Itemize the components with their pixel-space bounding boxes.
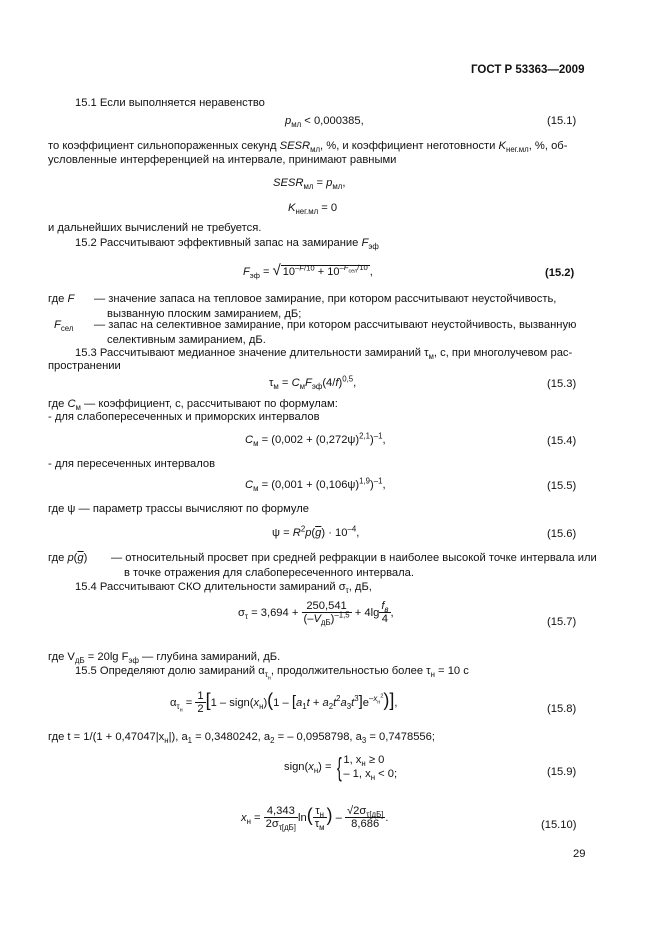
equation-15-3: $\tau_м = C_мF_{эф}(4/f)^{0,5}$, xyxy=(269,374,357,392)
equation-15-4-number: (15.4) xyxy=(547,435,577,447)
paragraph-line: пространении xyxy=(48,360,121,372)
equation-15-10: $x_н$ = $\frac{4,343}{2\sigma_{\tau[дБ]}}$ ln( $\frac{\tau_н}{\tau_м}$ ) – $\frac{√2\sigma_{\tau[дБ]}}{8,686}$ . xyxy=(241,804,389,833)
equation-15-9-number: (15.9) xyxy=(547,766,577,778)
equation-15-1: $p_{мл} < 0,000385$, xyxy=(285,115,364,130)
equation-15-5: $C_м = (0,001 + (0,106\psi)^{1,9})^{-1}$, xyxy=(245,476,386,494)
section-15-5-intro: 15.5 Определяют долю замираний $\alpha_{\tau_н}$, продолжительностью более $\tau_н = 10$ с xyxy=(75,665,469,682)
equation-15-3-number: (15.3) xyxy=(547,378,577,390)
paragraph-line: то коэффициент сильнопораженных секунд $SESR_{мл}$, %, и коэффициент неготовности $K_{нег.мл}$, %, об- xyxy=(48,140,568,155)
equation-15-5-number: (15.5) xyxy=(547,480,577,492)
equation-sesr: $SESR_{мл} = p_{мл}$, xyxy=(273,177,346,192)
equation-15-8-number: (15.8) xyxy=(547,703,577,715)
standard-code-header: ГОСТ Р 53363—2009 xyxy=(471,64,585,76)
cm-definition: где $C_м$ — коэффициент, с, рассчитывают по формулам: xyxy=(48,398,338,413)
bullet-item: - для пересеченных интервалов xyxy=(48,458,216,470)
equation-15-8: $\alpha_{\tau_н}$ = $\frac{1}{2}$ $[1 - sign(x_н)(1 - [a_1t + a_2t^2a_3t^3]e^{-x_н^2})]$, xyxy=(170,689,398,716)
definition-text: — значение запаса на тепловое замирание, при котором рассчитывают неустойчивость, вызванную плоским замиранием, дБ; xyxy=(94,293,557,320)
equation-15-6-number: (15.6) xyxy=(547,528,577,540)
equation-15-2: $F_{эф}$ = √ $10^{-F/10} + 10^{-F_{сел}/10}$ , xyxy=(243,262,373,281)
equation-15-1-number: (15.1) xyxy=(547,115,577,127)
equation-15-7: $\sigma_\tau = 3,694$ + $\frac{250,541}{(-V_{дБ})^{-1,5}}$ + 4lg $\frac{f_в}{4}$ , xyxy=(238,600,394,628)
equation-15-9: $sign(x_н)$ = { 1, $x_н \ge 0$ – 1, $x_н < 0$; xyxy=(284,752,398,782)
page-number: 29 xyxy=(573,848,586,860)
definition-key: где $p(\overline{g})$ xyxy=(48,552,88,564)
section-15-3-intro: 15.3 Рассчитывают медианное значение длительности замираний $\tau_м$, с, при многолучевом рас- xyxy=(75,347,573,362)
paragraph-line: условленные интерференцией на интервале, принимают равными xyxy=(48,154,397,166)
equation-15-4: $C_м = (0,002 + (0,272\psi)^{2,1})^{-1}$, xyxy=(245,431,386,449)
section-15-1-intro: 15.1 Если выполняется неравенство xyxy=(75,97,265,109)
definition-text: — запас на селективное замирание, при котором рассчитывают неустойчивость, вызванную селективным замиранием, дБ. xyxy=(94,319,577,346)
equation-15-6: $\psi = R^2p(\overline{g}) \cdot 10^{-4}$, xyxy=(272,524,360,539)
definition-key: где F xyxy=(48,293,75,305)
paragraph-line: и дальнейших вычислений не требуется. xyxy=(48,222,262,234)
t-definition: где $t = 1/(1 + 0,47047|x_н|)$, $a_1 = 0,3480242$, $a_2$ = – 0,0958798, $a_3 = 0,7478556$; xyxy=(48,731,435,746)
section-15-4-intro: 15.4 Рассчитывают СКО длительности замираний $\sigma_\tau$, дБ, xyxy=(75,581,372,596)
section-15-2-intro: 15.2 Рассчитывают эффективный запас на замирание $F_{эф}$ xyxy=(75,237,379,252)
bullet-item: - для слабопересеченных и приморских интервалов xyxy=(48,411,320,423)
equation-15-10-number: (15.10) xyxy=(541,819,577,831)
definition-text: — относительный просвет при средней рефракции в наиболее высокой точке интервала или в точке отражения для слабопересеченного интервала. xyxy=(111,552,597,579)
equation-15-2-number: (15.2) xyxy=(545,267,575,279)
equation-15-7-number: (15.7) xyxy=(547,616,577,628)
v-definition: где $V_{дБ} = 20\lg$ $F_{эф}$ — глубина замираний, дБ. xyxy=(48,651,281,666)
equation-kneg: $K_{нег.мл} = 0$ xyxy=(288,202,338,217)
definition-key: $F_{сел}$ xyxy=(54,319,74,334)
psi-definition: где ψ — параметр трассы вычисляют по формуле xyxy=(48,503,310,515)
